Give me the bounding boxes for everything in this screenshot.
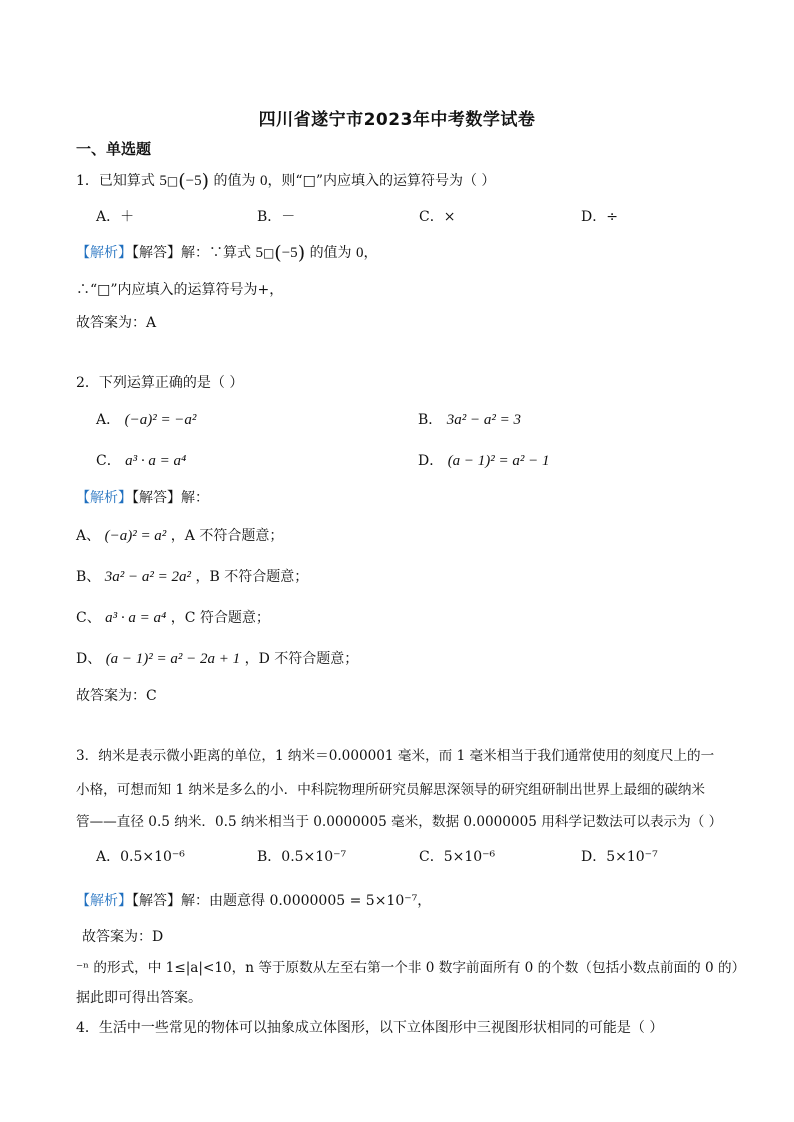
q3-option-d: D．5×10⁻⁷ (581, 849, 658, 865)
page-title: 四川省遂宁市2023年中考数学试卷 (258, 110, 536, 130)
q1-sol-num5: 5 (255, 245, 263, 261)
q1-num5: 5 (159, 173, 167, 189)
q1-final-answer: 故答案为：A (76, 315, 157, 331)
q2-analysis-tag: 【解析】 (76, 490, 132, 506)
q4-stem: 4．生活中一些常见的物体可以抽象成立体图形，以下立体图形中三视图形状相同的可能是（ ） (76, 1020, 664, 1036)
q2-sol-line-d (76, 649, 358, 669)
q1-sol-mid: 的值为 (309, 245, 352, 261)
q2-sol-d-text: ，D 不符合题意； (244, 651, 359, 667)
q1-therefore: ∴“□”内应填入的运算符号为+， (76, 282, 284, 298)
q1-stem (76, 171, 495, 191)
q2-sol-line-b (76, 567, 308, 587)
q2-option-a (96, 410, 196, 430)
q3-solution-line (76, 891, 431, 911)
q3-option-a: A．0.5×10⁻⁶ (96, 849, 185, 865)
q3-stem-line2: 小格，可想而知 1 纳米是多么的小．中科院物理所研究员解思深领导的研究组研制出世界上最细的碳纳米 (76, 782, 706, 798)
q1-stem-lead: 1．已知算式 (76, 173, 155, 189)
q1-option-d: D．÷ (581, 209, 618, 225)
q2-option-c (96, 451, 186, 471)
q3-answer-tag: 【解答】 (132, 893, 181, 909)
q1-sol-neg5: −5 (281, 245, 298, 261)
q1-paren-close: ) (201, 170, 210, 192)
q2-sol-b-text: ，B 不符合题意； (195, 569, 309, 585)
q1-sol-paren-open: ( (274, 242, 282, 264)
q2-sol-d-label: D、 (76, 651, 102, 667)
q1-sol-tail: ， (363, 245, 378, 261)
q3-stem-line3: 管——直径 0.5 纳米．0.5 纳米相当于 0.0000005 毫米，数据 0.0000005 用科学记数法可以表示为（ ） (76, 814, 723, 830)
q2-sol-a-label: A、 (76, 528, 101, 544)
section-heading: 一、单选题 (76, 140, 152, 158)
q2-option-c-label: C． (96, 453, 121, 469)
q2-option-d-label: D． (418, 453, 444, 469)
q3-note-line1: ⁻ⁿ 的形式，中 1≤|a|<10，n 等于原数从左至右第一个非 0 数字前面所有 0 的个数（包括小数点前面的 0 的） (76, 960, 746, 976)
q2-answer-tag: 【解答】 (132, 490, 181, 506)
q3-option-c: C．5×10⁻⁶ (419, 849, 496, 865)
q2-sol-intro: 解： (181, 490, 209, 506)
q2-option-c-expr: a³ · a = a⁴ (125, 453, 187, 469)
q1-box: □ (166, 174, 179, 188)
q2-stem: 2．下列运算正确的是（ ） (76, 375, 244, 391)
q2-option-a-label: A． (96, 412, 121, 428)
q1-stem-mid: 的值为 (213, 173, 256, 189)
q1-paren-open: ( (178, 170, 186, 192)
q1-option-c: C．× (419, 209, 456, 225)
q3-stem-line1: 3．纳米是表示微小距离的单位，1 纳米＝0.000001 毫米，而 1 毫米相当于我们通常使用的刻度尺上的一 (76, 748, 715, 764)
q1-answer-tag: 【解答】 (132, 245, 181, 261)
q2-sol-line-c (76, 608, 270, 628)
q1-analysis-tag: 【解析】 (76, 245, 132, 261)
q2-sol-b-expr: 3a² − a² = 2a² (104, 569, 191, 585)
q2-sol-line-a (76, 526, 283, 546)
q3-analysis-tag: 【解析】 (76, 893, 132, 909)
q2-option-d-expr: (a − 1)² = a² − 1 (447, 453, 550, 469)
q3-note-line2: 据此即可得出答案。 (76, 990, 202, 1006)
q1-neg5: −5 (185, 173, 202, 189)
q3-option-b: B．0.5×10⁻⁷ (257, 849, 347, 865)
q2-option-d (418, 451, 550, 471)
q2-sol-a-expr: (−a)² = a² (104, 528, 167, 544)
q2-option-b (418, 410, 521, 430)
q3-sol-text: 解：由题意得 0.0000005 = 5×10⁻⁷， (181, 893, 432, 909)
q1-zero: 0 (259, 173, 268, 189)
q1-sol-lead: 解：∵算式 (181, 245, 251, 261)
q2-sol-c-expr: a³ · a = a⁴ (105, 610, 167, 626)
q2-solution-line (76, 488, 209, 508)
q3-final-answer: 故答案为：D (82, 929, 164, 945)
q2-sol-c-label: C、 (76, 610, 101, 626)
q1-sol-zero: 0 (356, 245, 364, 261)
q2-sol-b-label: B、 (76, 569, 101, 585)
q1-solution-line (76, 243, 378, 263)
q2-option-a-expr: (−a)² = −a² (124, 412, 197, 428)
q2-option-b-label: B． (418, 412, 443, 428)
q2-sol-a-text: ，A 不符合题意； (170, 528, 284, 544)
q1-option-a: A．＋ (96, 209, 135, 225)
q2-sol-c-text: ，C 符合题意； (170, 610, 270, 626)
q2-option-b-expr: 3a² − a² = 3 (446, 412, 521, 428)
q1-option-b: B．－ (257, 209, 296, 225)
q1-sol-paren-close: ) (297, 242, 306, 264)
q1-stem-tail: ，则“□”内应填入的运算符号为（ ） (267, 173, 496, 189)
q1-sol-box: □ (262, 246, 275, 260)
q2-sol-d-expr: (a − 1)² = a² − 2a + 1 (105, 651, 241, 667)
q2-final-answer: 故答案为：C (76, 688, 157, 704)
